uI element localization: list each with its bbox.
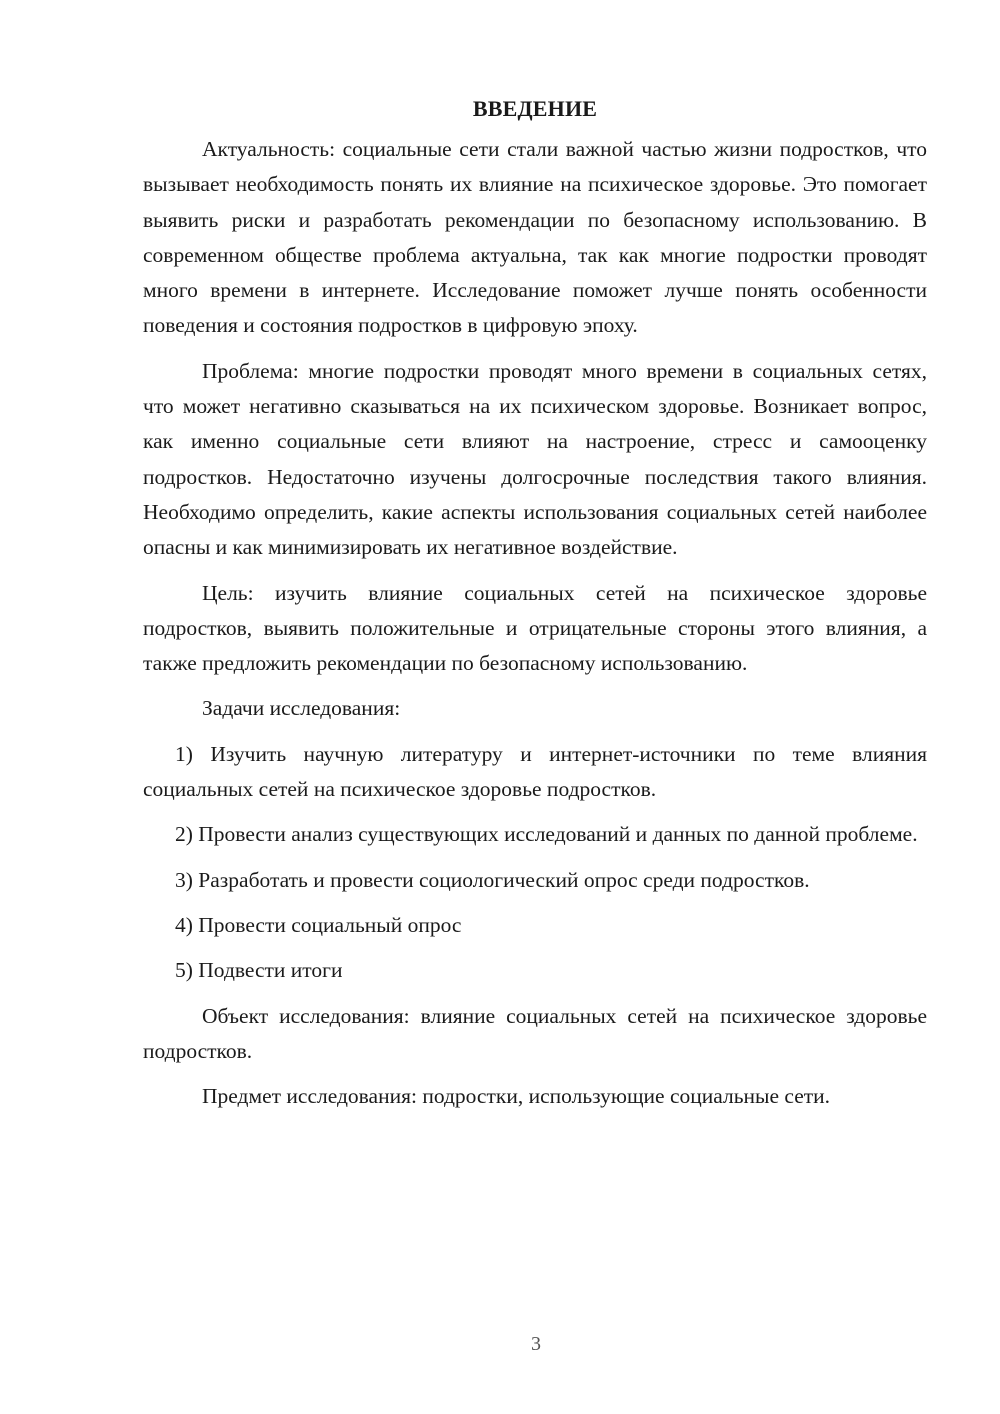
task-item: 1) Изучить научную литературу и интернет-источники по теме влияния социальных сетей на психическое здоровье подростков.	[143, 741, 927, 802]
task-item: 3) Разработать и провести социологический опрос среди подростков.	[175, 867, 810, 892]
problem-paragraph: Проблема: многие подростки проводят много времени в социальных сетях, что может негативно сказываться на их психическом здоровье. Возникает вопрос, как именно социальные сети влияют на настроение, стресс и самооценку подростков. Недостаточно изучены долгосрочные последствия такого влияния. Необходимо определить, какие аспекты использования социальных сетей наиболее опасны и как минимизировать их негативное воздействие.	[143, 358, 927, 560]
subject-paragraph: Предмет исследования: подростки, использующие социальные сети.	[202, 1084, 831, 1109]
task-item: 4) Провести социальный опрос	[175, 912, 462, 937]
document-page	[143, 92, 927, 1114]
relevance-paragraph: Актуальность: социальные сети стали важной частью жизни подростков, что вызывает необходимость понять их влияние на психическое здоровье. Это помогает выявить риски и разработать рекомендации по безопасному использованию. В современном обществе проблема актуальна, так как многие подростки проводят много времени в интернете. Исследование поможет лучше понять особенности поведения и состояния подростков в цифровую эпоху.	[143, 137, 927, 338]
task-item: 5) Подвести итоги	[175, 958, 343, 983]
tasks-heading: Задачи исследования:	[202, 696, 401, 721]
page-title: ВВЕДЕНИЕ	[472, 96, 598, 121]
object-paragraph: Объект исследования: влияние социальных сетей на психическое здоровье подростков.	[143, 1003, 927, 1063]
task-item: 2) Провести анализ существующих исследований и данных по данной проблеме.	[175, 822, 918, 847]
goal-paragraph: Цель: изучить влияние социальных сетей на психическое здоровье подростков, выявить положительные и отрицательные стороны этого влияния, а также предложить рекомендации по безопасному использованию.	[143, 580, 927, 676]
page-number: 3	[531, 1333, 541, 1355]
